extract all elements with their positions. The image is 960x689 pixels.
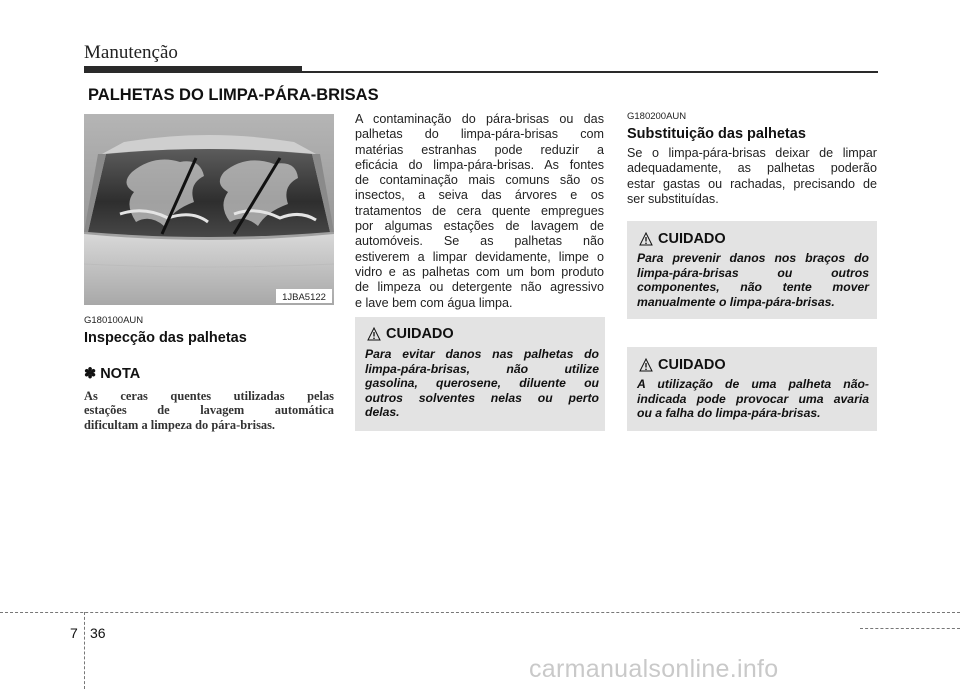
note-line: As ceras quentes utilizadas pelas — [84, 389, 334, 403]
paragraph-line: palhetas do limpa-pára-brisas com — [355, 127, 604, 142]
figure-label: 1JBA5122 — [282, 292, 326, 303]
windshield-illustration — [84, 114, 334, 305]
note-text — [84, 389, 334, 432]
paragraph-line: A contaminação do pára-brisas ou das — [355, 112, 604, 126]
header-rule-thin — [302, 71, 878, 73]
warning-triangle-icon — [639, 358, 653, 372]
footer-rule — [0, 612, 960, 613]
replacement-heading: Substituição das palhetas — [627, 126, 806, 142]
watermark: carmanualsonline.info — [529, 655, 779, 683]
caution-title: CUIDADO — [658, 231, 726, 247]
caution-text — [365, 347, 599, 420]
caution-heading — [639, 357, 726, 373]
header-rule-thick — [84, 66, 302, 73]
windshield-photo — [84, 114, 334, 305]
paragraph-line: ser substituídas. — [627, 191, 719, 206]
caution-line: componentes, não tente mover — [637, 280, 869, 295]
paragraph-line: eficácia do limpa-pára-brisas. As fontes — [355, 157, 604, 172]
caution-box-wrong-blade — [627, 347, 877, 431]
section-code: G180100AUN — [84, 315, 144, 326]
note-line: dificultam a limpeza do pára-brisas. — [84, 417, 276, 432]
paragraph-line: insectos, a seiva das árvores e os — [355, 188, 604, 203]
paragraph-line: Se o limpa-pára-brisas deixar de limpar — [627, 146, 877, 160]
note-title: NOTA — [100, 366, 141, 382]
caution-line: outros solventes nelas ou perto — [365, 390, 599, 405]
paragraph-line: de limpeza ou detergente não agressivo — [355, 280, 604, 295]
chapter-number: 7 — [70, 625, 78, 641]
caution-text — [637, 377, 869, 421]
caution-text — [637, 251, 869, 309]
paragraph-line: tratamentos de cera quente empregues — [355, 203, 604, 218]
warning-triangle-icon — [639, 232, 653, 246]
paragraph-line: e lave bem com água limpa. — [355, 295, 513, 310]
paragraph-line: automóveis. Se as palhetas não — [355, 234, 604, 249]
note-heading — [84, 366, 140, 382]
note-line: estações de lavagem automática — [84, 403, 334, 418]
paragraph-line: estiverem a limpar devidamente, limpe o — [355, 249, 604, 264]
paragraph-line: matérias estranhas pode reduzir a — [355, 142, 604, 157]
contamination-paragraph — [355, 112, 604, 311]
footer-divider — [84, 612, 85, 689]
caution-line: A utilização de uma palheta não- — [637, 377, 869, 391]
section-title: PALHETAS DO LIMPA-PÁRA-BRISAS — [88, 86, 379, 104]
footer-rule-short — [860, 628, 960, 629]
caution-line: indicada pode provocar uma avaria — [637, 391, 869, 406]
caution-line: limpa-pára-brisas, não utilize — [365, 361, 599, 376]
paragraph-line: estar gastas ou rachadas, precisando de — [627, 176, 877, 191]
paragraph-line: vidro e as palhetas com um bom produto — [355, 264, 604, 279]
replacement-paragraph — [627, 146, 877, 207]
inspection-heading: Inspecção das palhetas — [84, 330, 247, 346]
caution-line: Para prevenir danos nos braços do — [637, 251, 869, 265]
caution-line: limpa-pára-brisas ou outros — [637, 265, 869, 280]
caution-box-wiper-arms — [627, 221, 877, 319]
caution-title: CUIDADO — [658, 357, 726, 373]
caution-heading — [639, 231, 726, 247]
header-title: Manutenção — [84, 42, 178, 63]
caution-line: Para evitar danos nas palhetas do — [365, 347, 599, 361]
caution-line: ou a falha do limpa-pára-brisas. — [637, 406, 821, 421]
caution-line: manualmente o limpa-pára-brisas. — [637, 294, 835, 309]
caution-line: gasolina, querosene, diluente ou — [365, 376, 599, 391]
paragraph-line: adequadamente, as palhetas poderão — [627, 161, 877, 176]
caution-line: delas. — [365, 405, 400, 420]
page-number: 36 — [90, 625, 106, 641]
section-code: G180200AUN — [627, 111, 687, 122]
paragraph-line: de contaminação mais comuns são os — [355, 173, 604, 188]
warning-triangle-icon — [367, 327, 381, 341]
caution-title: CUIDADO — [386, 326, 454, 342]
asterisk-icon: ✽ — [84, 366, 97, 382]
caution-heading — [367, 326, 454, 342]
caution-box-solvents — [355, 317, 605, 431]
paragraph-line: por algumas estações de lavagem de — [355, 219, 604, 234]
